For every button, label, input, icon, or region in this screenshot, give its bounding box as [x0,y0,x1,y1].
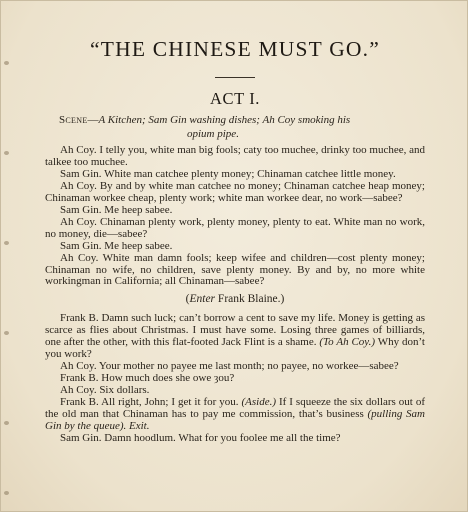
scene-dash: — [87,114,99,126]
enter-name: Frank Blaine.) [215,293,285,306]
scene-label: Scene [59,114,88,126]
dialogue-line: Sam Gin. Damn hoodlum. What for you foolee me all the time? [60,431,341,444]
frank2-a: Frank B. All right, John; I get it for you. [60,396,242,409]
stage-direction-enter [45,294,425,306]
frank2-exit: Exit. [129,419,150,432]
dialogue-line: Ah Coy. By and by white man catchee no money; Chinaman catchee heap money; Chinaman workee cheap, plenty work; white man workee dear, no work—sabee? [45,179,425,204]
enter-open: ( [185,293,190,306]
frank2-stage: (pulling Sam Gin by the queue). [45,408,425,432]
frank2-aside: (Aside.) [241,396,277,409]
scene-line-1 [59,113,423,127]
dialogue-line [45,397,425,433]
dialogue-line: Sam Gin. Me heep sabee. [60,203,173,216]
title-rule [215,77,255,78]
play-title: “THE CHINESE MUST GO.” [90,37,380,61]
dialogue-line: Ah Coy. White man damn fools; keep wifee and children—cost plenty money; Chinaman no wife, no children, save plenty money. By and by, no more white workingman in California; all Chinaman—sabee? [45,251,425,288]
frank2-b: If I squeeze the six dollars out of the old man that Chinaman has to pay me commission, that’s business [45,396,425,421]
dialogue-line: Ah Coy. Six dollars. [60,384,150,397]
frank-line-text: Frank B. Damn such luck; can’t borrow a cent to save my life. Money is getting as scarce as flies about Christmas. I must have some. Losing three games of billiards, one after the other, with this flat-footed Jack Flint is a shame. [45,312,425,349]
dialogue-body [45,145,425,445]
enter-word: Enter [189,293,216,306]
scene-text-2: opium pipe. [187,128,239,140]
scene-text-1: A Kitchen; Sam Gin washing dishes; Ah Coy smoking his [98,114,351,126]
dialogue-line: Sam Gin. Me heep sabee. [60,239,173,252]
dialogue-line: Sam Gin. White man catchee plenty money; Chinaman catchee little money. [60,167,396,180]
scene-direction [59,113,423,141]
dialogue-line: Ah Coy. I telly you, white man big fools; caty too muchee, drinky too muchee, and talkee too muchee. [45,144,425,168]
frank-line-after: Why don’t you work? [45,336,425,361]
dialogue-line: Ah Coy. Your mother no payee me last month; no payee, no workee—sabee? [60,360,399,373]
act-heading: ACT I. [209,89,261,108]
dialogue-line [45,313,425,361]
dialogue-line: Frank B. How much does she owe ȝou? [60,372,235,385]
stage-aside: (To Ah Coy.) [319,336,375,349]
dialogue-line: Ah Coy. Chinaman plenty work, plenty money, plenty to eat. White man no work, no money, die—sabee? [45,215,425,240]
